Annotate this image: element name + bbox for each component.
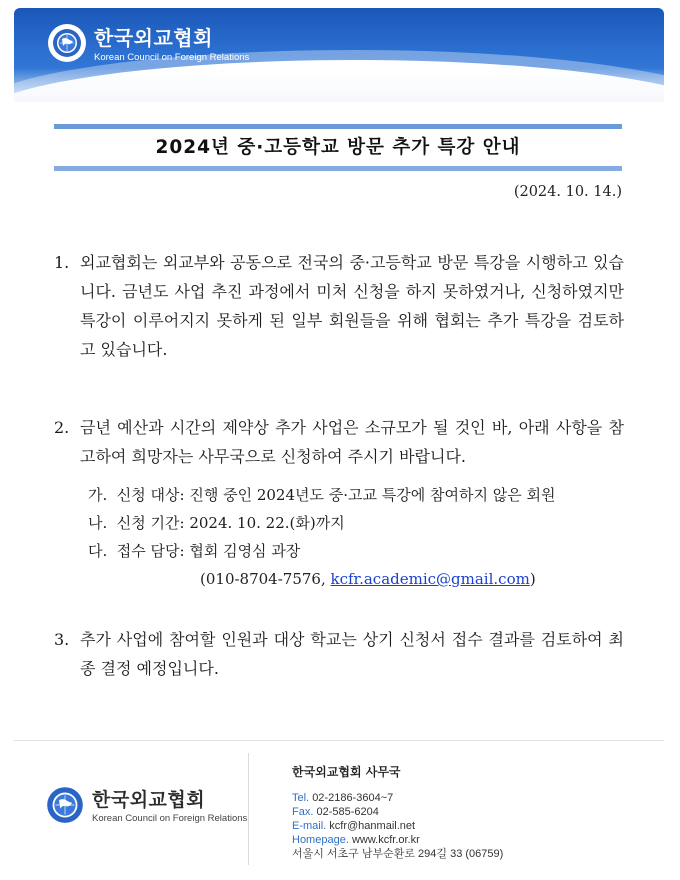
document-date: (2024. 10. 14.) [513,184,622,200]
item-text: 외교협회는 외교부와 공동으로 전국의 중·고등학교 방문 특강을 시행하고 있습니다. 금년도 사업 추진 과정에서 미처 신청을 하지 못하였거나, 신청하였지만 특강이 이루어지지 못하게 된 일부 회원들을 위해 협회는 추가 특강을 검토하고 있습니다. [80,253,624,359]
item-number: 2. [54,418,70,437]
contact-close: ) [529,570,536,588]
detail-row [88,509,345,537]
list-item [54,248,624,364]
homepage-value[interactable]: www.kcfr.or.kr [351,834,420,846]
detail-row [88,537,300,565]
footer-org-name-en: Korean Council on Foreign Relations [92,813,248,824]
homepage-label: Homepage. [292,834,349,846]
title-divider-bottom [54,166,622,171]
header-org-name-en: Korean Council on Foreign Relations [94,52,250,63]
item-text: 금년 예산과 시간의 제약상 추가 사업은 소규모가 될 것인 바, 아래 사항을 참고하여 희망자는 사무국으로 신청하여 주시기 바랍니다. [80,418,624,466]
address: 서울시 서초구 남부순환로 294길 33 (06759) [292,848,504,860]
contact-info [292,791,503,861]
detail-text: 접수 담당: 협회 김영심 과장 [116,542,301,560]
globe-emblem-icon [46,786,84,824]
fax-value: 02-585-6204 [316,806,379,818]
contact-line [200,565,536,593]
footer [14,740,664,875]
contact-phone: (010-8704-7576, [200,570,331,588]
detail-row [88,481,555,509]
page-title: 2024년 중·고등학교 방문 추가 특강 안내 [155,137,521,158]
detail-text: 신청 기간: 2024. 10. 22.(화)까지 [116,514,345,532]
list-item [54,413,624,471]
title-block [54,124,622,171]
tel-label: Tel. [292,792,310,804]
detail-text: 신청 대상: 진행 중인 2024년도 중·고교 특강에 참여하지 않은 회원 [116,486,556,504]
document-page [14,8,666,874]
header-org-name-ko: 한국외교협회 [94,26,213,50]
fax-label: Fax. [292,806,314,818]
detail-label: 가. [88,486,108,504]
list-item [54,625,624,683]
item-text: 추가 사업에 참여할 인원과 대상 학교는 상기 신청서 접수 결과를 검토하여 최종 결정 예정입니다. [80,630,624,678]
header-logo [48,22,249,63]
contact-email-link[interactable]: kcfr.academic@gmail.com [330,570,530,588]
email-value[interactable]: kcfr@hanmail.net [329,820,416,832]
item-number: 3. [54,630,70,649]
header-banner [14,8,664,102]
tel-value: 02-2186-3604~7 [312,792,394,804]
email-label: E-mail. [292,820,327,832]
item-number: 1. [54,253,70,272]
globe-emblem-icon [48,24,86,62]
footer-logo [46,785,247,824]
footer-org-name-ko: 한국외교협회 [92,789,206,811]
detail-label: 나. [88,514,108,532]
office-name: 한국외교협회 사무국 [292,765,401,779]
detail-label: 다. [88,542,108,560]
footer-divider [248,753,249,865]
